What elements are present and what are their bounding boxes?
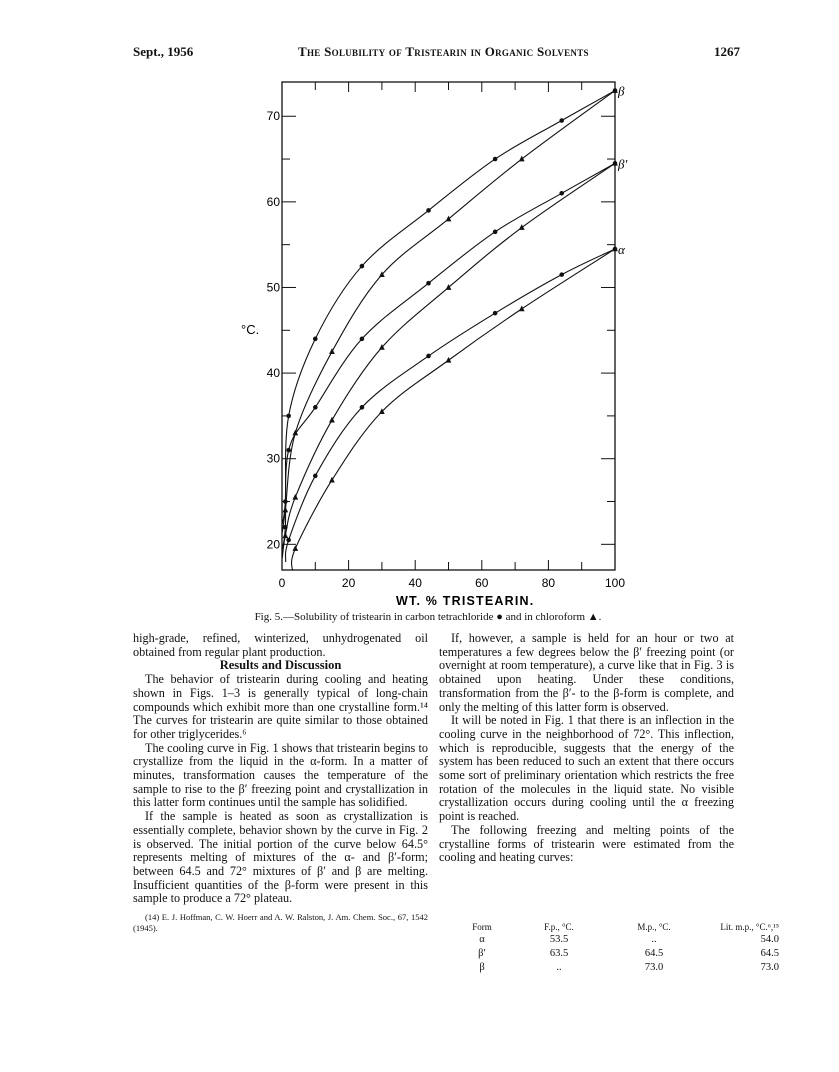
page-number: 1267 <box>714 44 740 59</box>
x-tick-label: 20 <box>341 576 356 590</box>
y-tick-label: 30 <box>266 451 280 466</box>
table-cell: 73.0 <box>644 961 664 973</box>
left-paragraph-2: The behavior of tristearin during cooling and heating shown in Figs. 1–3 is generally typical of long-chain compounds which exhibit more than one crystalline form.¹⁴ The curves for tristearin are quite similar to those obtained for other triglycerides.⁶ <box>133 672 428 741</box>
right-column <box>439 632 734 865</box>
right-paragraph-1: If, however, a sample is held for an hour or two at temperatures a few degrees below the β′ freezing point (or overnight at room temperature), a curve like that in Fig. 3 is obtained upon heating. Under these conditions, transformation from the β′- to the β-form is complete, and only the melting of this latter form is observed. <box>439 631 734 714</box>
data-point-circle <box>283 499 288 504</box>
data-point-triangle <box>519 305 525 311</box>
table-cell: 53.5 <box>549 933 569 945</box>
y-axis-label: °C. <box>241 322 260 337</box>
footnote: (14) E. J. Hoffman, C. W. Hoerr and A. W. Ralston, J. Am. Chem. Soc., 67, 1542 (1945). <box>133 912 428 933</box>
left-paragraph-4: If the sample is heated as soon as crystallization is essentially complete, behavior shown by the curve in Fig. 2 is observed. The initial portion of the curve below 64.5° represents melting of mixtures of the α- and β′-form; between 64.5 and 72° mixtures of β′ and β are melting. Insufficient quantities of the β-form were present in this sample to produce a 72° plateau. <box>133 809 428 906</box>
figure-caption <box>133 611 723 623</box>
data-point-circle <box>426 281 431 286</box>
table-cell: 73.0 <box>760 961 779 973</box>
melting-point-table <box>455 918 779 974</box>
right-paragraph-2: It will be noted in Fig. 1 that there is an inflection in the cooling curve in the neighborhood of 72°. This inflection, which is reproducible, suggests that the energy of the system has been reduced to such an extent that there occurs some sort of preliminary orientation which restricts the free rotation of the molecules in the liquid state. No visible crystallization occurs during cooling until the α freezing point is reached. <box>439 713 734 824</box>
curve-label: α <box>618 241 625 257</box>
data-point-circle <box>493 157 498 162</box>
table-cell: .. <box>556 961 562 973</box>
data-point-circle <box>283 525 288 530</box>
data-point-circle <box>559 118 564 123</box>
data-point-triangle <box>519 224 525 230</box>
solubility-chart <box>225 68 645 608</box>
series-line <box>292 249 615 571</box>
data-point-triangle <box>282 532 288 538</box>
x-tick-label: 60 <box>475 576 489 590</box>
data-point-triangle <box>446 284 452 290</box>
data-point-circle <box>426 208 431 213</box>
data-point-circle <box>286 448 291 453</box>
left-column <box>133 632 428 933</box>
figure-caption-text: Fig. 5.—Solubility of tristearin in carbon tetrachloride ● and in chloroform ▲. <box>254 611 602 623</box>
table-cell: α <box>479 933 485 945</box>
data-point-circle <box>286 538 291 543</box>
series-line <box>282 91 615 533</box>
x-tick-label: 0 <box>278 576 286 590</box>
data-point-circle <box>559 191 564 196</box>
table-row <box>455 932 779 946</box>
data-point-circle <box>360 264 365 269</box>
data-point-triangle <box>446 357 452 363</box>
series-line <box>282 91 615 524</box>
data-point-triangle <box>292 545 298 551</box>
section-heading: Results and Discussion <box>219 658 342 673</box>
table-cell: 54.0 <box>760 933 779 945</box>
data-point-circle <box>360 405 365 410</box>
series-line <box>285 249 615 562</box>
x-tick-label: 80 <box>541 576 556 590</box>
data-point-triangle <box>519 156 525 162</box>
table-cell: 63.5 <box>549 947 569 959</box>
table-header-fp: F.p., °C. <box>544 922 574 932</box>
data-point-circle <box>313 405 318 410</box>
y-tick-label: 60 <box>266 194 280 209</box>
left-paragraph-3: The cooling curve in Fig. 1 shows that tristearin begins to crystallize from the liquid in the α-form. In a matter of minutes, transformation causes the temperature of the sample to rise to the β′ freezing point and crystallization in this latter form continues until the sample has solidified. <box>133 740 428 810</box>
y-tick-label: 20 <box>266 537 280 552</box>
data-point-triangle <box>446 216 452 222</box>
y-tick-label: 70 <box>266 109 280 124</box>
data-point-circle <box>559 272 564 277</box>
data-point-circle <box>360 337 365 342</box>
table-header-lit-mp: Lit. m.p., °C.⁶,¹⁵ <box>720 922 779 932</box>
data-point-circle <box>493 230 498 235</box>
table-cell: 64.5 <box>644 947 664 959</box>
data-point-triangle <box>282 507 288 513</box>
left-paragraph-1: high-grade, refined, winterized, unhydrogenated oil obtained from regular plant production. <box>133 631 428 659</box>
y-tick-label: 40 <box>266 366 280 381</box>
data-point-circle <box>313 337 318 342</box>
curve-label: β' <box>618 156 628 172</box>
plot-frame <box>282 82 615 570</box>
x-tick-label: 40 <box>408 576 422 590</box>
table-header-form: Form <box>472 922 492 932</box>
data-point-circle <box>493 311 498 316</box>
data-point-circle <box>426 354 431 359</box>
data-point-circle <box>286 414 291 419</box>
y-tick-label: 50 <box>266 280 280 295</box>
table-header-mp: M.p., °C. <box>637 922 671 932</box>
running-header-date: Sept., 1956 <box>133 44 194 59</box>
running-header-title: The Solubility of Tristearin in Organic Solvents <box>298 44 589 59</box>
table-cell: β <box>479 961 485 973</box>
curve-label: β <box>618 83 625 99</box>
data-point-triangle <box>292 494 298 500</box>
table-cell: .. <box>651 933 657 945</box>
data-point-circle <box>313 474 318 479</box>
right-paragraph-3: The following freezing and melting points of the crystalline forms of tristearin were estimated from the cooling and heating curves: <box>439 822 734 865</box>
table-cell: β′ <box>478 947 486 959</box>
x-tick-label: 100 <box>604 576 626 590</box>
x-axis-label: WT. % TRISTEARIN. <box>396 594 535 608</box>
table-row <box>455 960 779 974</box>
table-cell: 64.5 <box>760 947 779 959</box>
table-row <box>455 946 779 960</box>
